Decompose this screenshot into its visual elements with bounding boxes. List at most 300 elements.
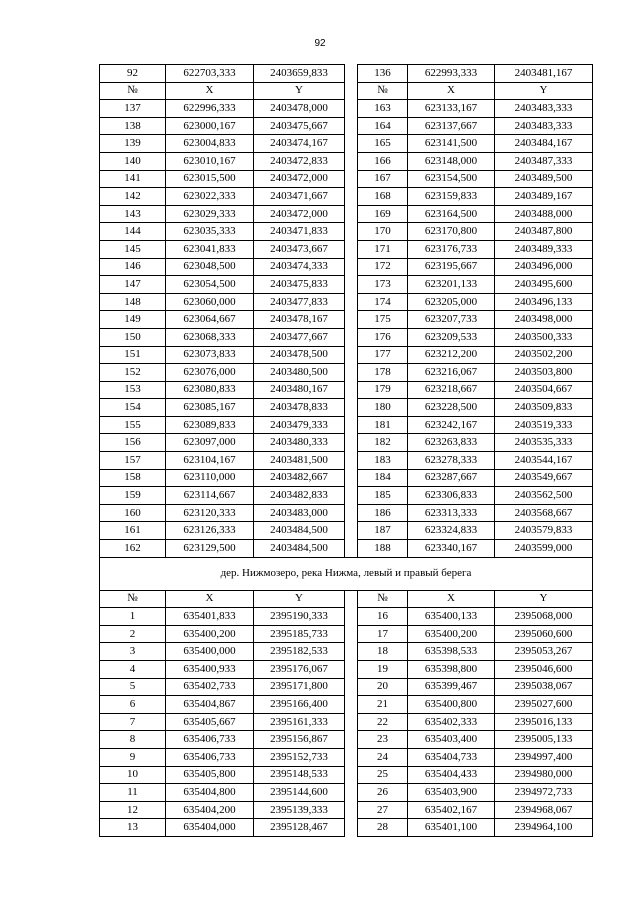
y-coordinate: 2403471,833 — [254, 223, 345, 241]
y-coordinate: 2403472,833 — [254, 152, 345, 170]
y-coordinate: 2395027,600 — [495, 696, 593, 714]
y-coordinate: 2403489,333 — [495, 240, 593, 258]
y-coordinate: 2395128,467 — [254, 819, 345, 837]
point-number: 9 — [100, 748, 166, 766]
y-coordinate: 2403483,000 — [254, 504, 345, 522]
y-coordinate: 2403475,667 — [254, 117, 345, 135]
x-coordinate: 623080,833 — [166, 381, 254, 399]
point-number: 176 — [358, 328, 408, 346]
point-number: 159 — [100, 487, 166, 505]
table-row — [100, 819, 593, 837]
y-coordinate: 2403659,833 — [254, 65, 345, 83]
x-coordinate: 623201,133 — [408, 276, 495, 294]
point-number: 188 — [358, 540, 408, 558]
table-row — [100, 152, 593, 170]
table-row — [100, 135, 593, 153]
point-number: 180 — [358, 399, 408, 417]
column-gap — [345, 328, 358, 346]
column-gap — [345, 135, 358, 153]
x-coordinate: 623000,167 — [166, 117, 254, 135]
y-coordinate: 2403474,167 — [254, 135, 345, 153]
column-gap — [345, 258, 358, 276]
y-coordinate: 2403478,833 — [254, 399, 345, 417]
y-coordinate: 2403474,333 — [254, 258, 345, 276]
page-number: 92 — [314, 38, 326, 49]
y-coordinate: 2403495,600 — [495, 276, 593, 294]
y-coordinate: 2395161,333 — [254, 713, 345, 731]
x-coordinate: 623041,833 — [166, 240, 254, 258]
table-row — [100, 713, 593, 731]
column-header-y: Y — [254, 82, 345, 100]
y-coordinate: 2403478,500 — [254, 346, 345, 364]
y-coordinate: 2403483,333 — [495, 117, 593, 135]
x-coordinate: 623170,800 — [408, 223, 495, 241]
point-number: 154 — [100, 399, 166, 417]
x-coordinate: 622993,333 — [408, 65, 495, 83]
x-coordinate: 623313,333 — [408, 504, 495, 522]
y-coordinate: 2403503,800 — [495, 364, 593, 382]
column-gap — [345, 117, 358, 135]
column-gap — [345, 487, 358, 505]
x-coordinate: 623216,067 — [408, 364, 495, 382]
y-coordinate: 2403477,667 — [254, 328, 345, 346]
x-coordinate: 623089,833 — [166, 416, 254, 434]
column-gap — [345, 82, 358, 100]
x-coordinate: 635400,933 — [166, 661, 254, 679]
y-coordinate: 2403496,000 — [495, 258, 593, 276]
point-number: 8 — [100, 731, 166, 749]
point-number: 141 — [100, 170, 166, 188]
y-coordinate: 2394997,400 — [495, 748, 593, 766]
y-coordinate: 2395060,600 — [495, 625, 593, 643]
x-coordinate: 623114,667 — [166, 487, 254, 505]
y-coordinate: 2403480,167 — [254, 381, 345, 399]
point-number: 136 — [358, 65, 408, 83]
y-coordinate: 2403482,833 — [254, 487, 345, 505]
point-number: 147 — [100, 276, 166, 294]
y-coordinate: 2395068,000 — [495, 608, 593, 626]
x-coordinate: 623104,167 — [166, 452, 254, 470]
point-number: 138 — [100, 117, 166, 135]
point-number: 4 — [100, 661, 166, 679]
point-number: 16 — [358, 608, 408, 626]
point-number: 19 — [358, 661, 408, 679]
table-row — [100, 117, 593, 135]
column-gap — [345, 416, 358, 434]
y-coordinate: 2403509,833 — [495, 399, 593, 417]
column-gap — [345, 731, 358, 749]
x-coordinate: 623064,667 — [166, 311, 254, 329]
point-number: 162 — [100, 540, 166, 558]
y-coordinate: 2403579,833 — [495, 522, 593, 540]
point-number: 155 — [100, 416, 166, 434]
x-coordinate: 623159,833 — [408, 188, 495, 206]
column-gap — [345, 65, 358, 83]
x-coordinate: 623015,500 — [166, 170, 254, 188]
x-coordinate: 623212,200 — [408, 346, 495, 364]
y-coordinate: 2403472,000 — [254, 170, 345, 188]
point-number: 165 — [358, 135, 408, 153]
point-number: 26 — [358, 784, 408, 802]
x-coordinate: 635403,900 — [408, 784, 495, 802]
point-number: 151 — [100, 346, 166, 364]
column-gap — [345, 170, 358, 188]
point-number: 186 — [358, 504, 408, 522]
point-number: 172 — [358, 258, 408, 276]
x-coordinate: 623076,000 — [166, 364, 254, 382]
x-coordinate: 623073,833 — [166, 346, 254, 364]
y-coordinate: 2395053,267 — [495, 643, 593, 661]
x-coordinate: 623097,000 — [166, 434, 254, 452]
y-coordinate: 2395182,533 — [254, 643, 345, 661]
y-coordinate: 2403475,833 — [254, 276, 345, 294]
column-gap — [345, 504, 358, 522]
column-gap — [345, 643, 358, 661]
x-coordinate: 635399,467 — [408, 678, 495, 696]
x-coordinate: 623141,500 — [408, 135, 495, 153]
table-row — [100, 328, 593, 346]
y-coordinate: 2403479,333 — [254, 416, 345, 434]
y-coordinate: 2403489,167 — [495, 188, 593, 206]
table-row — [100, 608, 593, 626]
x-coordinate: 623060,000 — [166, 293, 254, 311]
x-coordinate: 623085,167 — [166, 399, 254, 417]
y-coordinate: 2403502,200 — [495, 346, 593, 364]
column-gap — [345, 434, 358, 452]
y-coordinate: 2394980,000 — [495, 766, 593, 784]
point-number: 171 — [358, 240, 408, 258]
point-number: 2 — [100, 625, 166, 643]
point-number: 20 — [358, 678, 408, 696]
point-number: 163 — [358, 100, 408, 118]
table-row — [100, 661, 593, 679]
y-coordinate: 2395156,867 — [254, 731, 345, 749]
table-row — [100, 748, 593, 766]
x-coordinate: 635400,133 — [408, 608, 495, 626]
column-gap — [345, 608, 358, 626]
table-row — [100, 643, 593, 661]
x-coordinate: 623287,667 — [408, 469, 495, 487]
x-coordinate: 623242,167 — [408, 416, 495, 434]
x-coordinate: 635400,800 — [408, 696, 495, 714]
table-header-row — [100, 82, 593, 100]
table-row — [100, 434, 593, 452]
point-number: 13 — [100, 819, 166, 837]
column-header-x: X — [408, 82, 495, 100]
table-row — [100, 364, 593, 382]
point-number: 28 — [358, 819, 408, 837]
x-coordinate: 622703,333 — [166, 65, 254, 83]
x-coordinate: 635401,100 — [408, 819, 495, 837]
table-row — [100, 223, 593, 241]
point-number: 187 — [358, 522, 408, 540]
point-number: 7 — [100, 713, 166, 731]
column-gap — [345, 399, 358, 417]
x-coordinate: 623133,167 — [408, 100, 495, 118]
point-number: 23 — [358, 731, 408, 749]
y-coordinate: 2395185,733 — [254, 625, 345, 643]
table-row — [100, 766, 593, 784]
table-row — [100, 65, 593, 83]
point-number: 18 — [358, 643, 408, 661]
point-number: 146 — [100, 258, 166, 276]
column-gap — [345, 240, 358, 258]
column-header-number: № — [100, 590, 166, 608]
table-row — [100, 100, 593, 118]
y-coordinate: 2395038,067 — [495, 678, 593, 696]
point-number: 185 — [358, 487, 408, 505]
x-coordinate: 623340,167 — [408, 540, 495, 558]
y-coordinate: 2394964,100 — [495, 819, 593, 837]
column-gap — [345, 188, 358, 206]
point-number: 3 — [100, 643, 166, 661]
column-gap — [345, 625, 358, 643]
table-row — [100, 381, 593, 399]
y-coordinate: 2403484,167 — [495, 135, 593, 153]
table-row — [100, 487, 593, 505]
point-number: 1 — [100, 608, 166, 626]
column-header-number: № — [358, 590, 408, 608]
point-number: 168 — [358, 188, 408, 206]
x-coordinate: 623207,733 — [408, 311, 495, 329]
x-coordinate: 623004,833 — [166, 135, 254, 153]
y-coordinate: 2403487,800 — [495, 223, 593, 241]
x-coordinate: 623218,667 — [408, 381, 495, 399]
column-gap — [345, 590, 358, 608]
table-row — [100, 625, 593, 643]
y-coordinate: 2403480,500 — [254, 364, 345, 382]
x-coordinate: 623164,500 — [408, 205, 495, 223]
point-number: 5 — [100, 678, 166, 696]
y-coordinate: 2403481,500 — [254, 452, 345, 470]
y-coordinate: 2395016,133 — [495, 713, 593, 731]
y-coordinate: 2395148,533 — [254, 766, 345, 784]
x-coordinate: 635400,200 — [166, 625, 254, 643]
table-row — [100, 522, 593, 540]
y-coordinate: 2403483,333 — [495, 100, 593, 118]
x-coordinate: 623205,000 — [408, 293, 495, 311]
x-coordinate: 623022,333 — [166, 188, 254, 206]
x-coordinate: 635402,333 — [408, 713, 495, 731]
table-row — [100, 293, 593, 311]
column-header-number: № — [358, 82, 408, 100]
column-gap — [345, 819, 358, 837]
x-coordinate: 623209,533 — [408, 328, 495, 346]
point-number: 152 — [100, 364, 166, 382]
point-number: 142 — [100, 188, 166, 206]
x-coordinate: 623176,733 — [408, 240, 495, 258]
y-coordinate: 2403484,500 — [254, 540, 345, 558]
table-row — [100, 399, 593, 417]
point-number: 156 — [100, 434, 166, 452]
table-row — [100, 276, 593, 294]
y-coordinate: 2403562,500 — [495, 487, 593, 505]
y-coordinate: 2403487,333 — [495, 152, 593, 170]
point-number: 12 — [100, 801, 166, 819]
point-number: 164 — [358, 117, 408, 135]
y-coordinate: 2403519,333 — [495, 416, 593, 434]
x-coordinate: 623054,500 — [166, 276, 254, 294]
y-coordinate: 2394972,733 — [495, 784, 593, 802]
point-number: 24 — [358, 748, 408, 766]
x-coordinate: 635405,800 — [166, 766, 254, 784]
point-number: 144 — [100, 223, 166, 241]
point-number: 6 — [100, 696, 166, 714]
column-gap — [345, 748, 358, 766]
y-coordinate: 2403478,167 — [254, 311, 345, 329]
x-coordinate: 635405,667 — [166, 713, 254, 731]
x-coordinate: 635406,733 — [166, 748, 254, 766]
x-coordinate: 623263,833 — [408, 434, 495, 452]
point-number: 143 — [100, 205, 166, 223]
y-coordinate: 2403478,000 — [254, 100, 345, 118]
x-coordinate: 635402,733 — [166, 678, 254, 696]
x-coordinate: 635401,833 — [166, 608, 254, 626]
y-coordinate: 2403489,500 — [495, 170, 593, 188]
table-row — [100, 801, 593, 819]
column-gap — [345, 276, 358, 294]
x-coordinate: 623324,833 — [408, 522, 495, 540]
column-gap — [345, 364, 358, 382]
point-number: 21 — [358, 696, 408, 714]
point-number: 167 — [358, 170, 408, 188]
point-number: 158 — [100, 469, 166, 487]
table-row — [100, 170, 593, 188]
y-coordinate: 2395190,333 — [254, 608, 345, 626]
point-number: 149 — [100, 311, 166, 329]
x-coordinate: 635398,533 — [408, 643, 495, 661]
y-coordinate: 2395176,067 — [254, 661, 345, 679]
column-gap — [345, 293, 358, 311]
table-row — [100, 540, 593, 558]
column-gap — [345, 522, 358, 540]
y-coordinate: 2403473,667 — [254, 240, 345, 258]
y-coordinate: 2395139,333 — [254, 801, 345, 819]
table-row — [100, 240, 593, 258]
x-coordinate: 623110,000 — [166, 469, 254, 487]
x-coordinate: 623120,333 — [166, 504, 254, 522]
column-header-y: Y — [495, 82, 593, 100]
point-number: 140 — [100, 152, 166, 170]
column-gap — [345, 540, 358, 558]
y-coordinate: 2403484,500 — [254, 522, 345, 540]
x-coordinate: 635404,800 — [166, 784, 254, 802]
x-coordinate: 635404,433 — [408, 766, 495, 784]
x-coordinate: 623029,333 — [166, 205, 254, 223]
point-number: 169 — [358, 205, 408, 223]
point-number: 157 — [100, 452, 166, 470]
x-coordinate: 622996,333 — [166, 100, 254, 118]
table-row — [100, 188, 593, 206]
y-coordinate: 2403568,667 — [495, 504, 593, 522]
y-coordinate: 2395152,733 — [254, 748, 345, 766]
point-number: 174 — [358, 293, 408, 311]
point-number: 166 — [358, 152, 408, 170]
column-gap — [345, 346, 358, 364]
table-row — [100, 696, 593, 714]
column-header-number: № — [100, 82, 166, 100]
point-number: 160 — [100, 504, 166, 522]
y-coordinate: 2403477,833 — [254, 293, 345, 311]
x-coordinate: 623278,333 — [408, 452, 495, 470]
y-coordinate: 2403496,133 — [495, 293, 593, 311]
table-row — [100, 416, 593, 434]
y-coordinate: 2403498,000 — [495, 311, 593, 329]
y-coordinate: 2403544,167 — [495, 452, 593, 470]
column-gap — [345, 696, 358, 714]
x-coordinate: 635404,733 — [408, 748, 495, 766]
column-gap — [345, 678, 358, 696]
column-gap — [345, 152, 358, 170]
column-gap — [345, 223, 358, 241]
column-gap — [345, 713, 358, 731]
y-coordinate: 2403549,667 — [495, 469, 593, 487]
x-coordinate: 623068,333 — [166, 328, 254, 346]
column-gap — [345, 801, 358, 819]
x-coordinate: 623306,833 — [408, 487, 495, 505]
x-coordinate: 635398,800 — [408, 661, 495, 679]
column-gap — [345, 100, 358, 118]
table-row — [100, 346, 593, 364]
column-header-y: Y — [495, 590, 593, 608]
x-coordinate: 635404,200 — [166, 801, 254, 819]
point-number: 183 — [358, 452, 408, 470]
y-coordinate: 2395171,800 — [254, 678, 345, 696]
point-number: 179 — [358, 381, 408, 399]
y-coordinate: 2403504,667 — [495, 381, 593, 399]
point-number: 175 — [358, 311, 408, 329]
y-coordinate: 2403480,333 — [254, 434, 345, 452]
point-number: 182 — [358, 434, 408, 452]
point-number: 148 — [100, 293, 166, 311]
x-coordinate: 623129,500 — [166, 540, 254, 558]
point-number: 139 — [100, 135, 166, 153]
y-coordinate: 2403535,333 — [495, 434, 593, 452]
y-coordinate: 2403481,167 — [495, 65, 593, 83]
point-number: 11 — [100, 784, 166, 802]
column-header-y: Y — [254, 590, 345, 608]
point-number: 17 — [358, 625, 408, 643]
y-coordinate: 2395166,400 — [254, 696, 345, 714]
x-coordinate: 635403,400 — [408, 731, 495, 749]
point-number: 22 — [358, 713, 408, 731]
column-header-x: X — [166, 590, 254, 608]
point-number: 25 — [358, 766, 408, 784]
point-number: 153 — [100, 381, 166, 399]
x-coordinate: 623035,333 — [166, 223, 254, 241]
x-coordinate: 623228,500 — [408, 399, 495, 417]
point-number: 178 — [358, 364, 408, 382]
y-coordinate: 2395005,133 — [495, 731, 593, 749]
coordinates-table — [99, 64, 593, 837]
x-coordinate: 623048,500 — [166, 258, 254, 276]
column-gap — [345, 311, 358, 329]
y-coordinate: 2403488,000 — [495, 205, 593, 223]
y-coordinate: 2394968,067 — [495, 801, 593, 819]
table-row — [100, 469, 593, 487]
point-number: 177 — [358, 346, 408, 364]
table-row — [100, 205, 593, 223]
table-row — [100, 731, 593, 749]
point-number: 161 — [100, 522, 166, 540]
y-coordinate: 2403472,000 — [254, 205, 345, 223]
x-coordinate: 635404,867 — [166, 696, 254, 714]
column-gap — [345, 381, 358, 399]
x-coordinate: 623154,500 — [408, 170, 495, 188]
x-coordinate: 623148,000 — [408, 152, 495, 170]
table-row — [100, 678, 593, 696]
table-row — [100, 452, 593, 470]
